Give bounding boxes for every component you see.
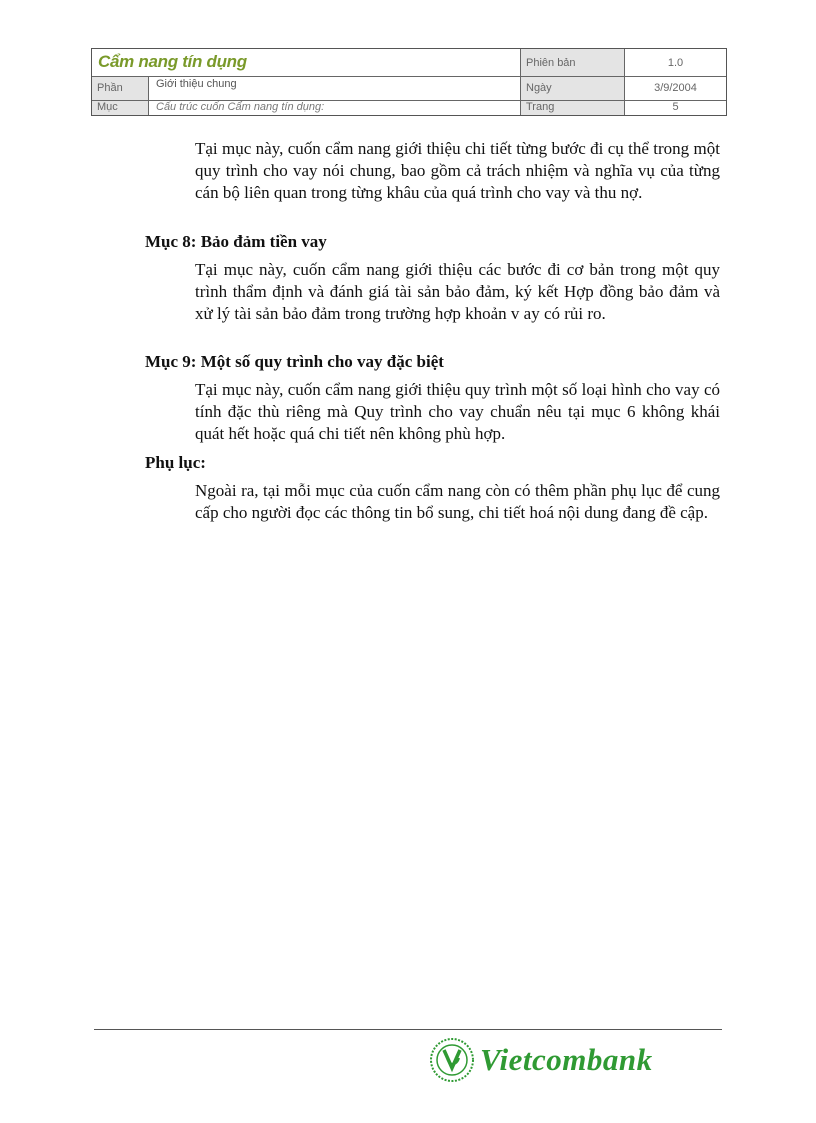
section-label: Mục <box>92 101 148 115</box>
section9-heading: Mục 9: Một số quy trình cho vay đặc biệt <box>145 352 444 371</box>
footer-divider <box>94 1029 722 1030</box>
section-value: Cấu trúc cuốn Cẩm nang tín dụng: <box>156 101 325 113</box>
section9-paragraph: Tại mục này, cuốn cẩm nang giới thiệu quy trình một số loại hình cho vay có tính đặc thù riêng mà Quy trình cho vay chuẩn nêu tại mục 6 không khái quát hết hoặc quá chi tiết nên không phù hợp. <box>195 380 720 443</box>
date-label: Ngày <box>521 77 624 100</box>
version-value: 1.0 <box>667 57 684 69</box>
date-value: 3/9/2004 <box>654 82 697 94</box>
appendix-heading: Phụ lục: <box>145 453 206 472</box>
version-label: Phiên bản <box>521 49 624 76</box>
manual-title: Cẩm nang tín dụng <box>98 52 247 71</box>
section8-paragraph: Tại mục này, cuốn cẩm nang giới thiệu các bước đi cơ bản trong một quy trình thẩm định và đánh giá tài sản bảo đảm, ký kết Hợp đồng bảo đảm và xử lý tài sản bảo đảm trong trường hợp khoản v ay có rủi ro. <box>195 260 720 323</box>
page-value: 5 <box>672 101 679 113</box>
page-label: Trang <box>521 101 624 115</box>
part-value: Giới thiệu chung <box>156 78 237 90</box>
section8-heading: Mục 8: Bảo đảm tiền vay <box>145 232 327 251</box>
intro-paragraph: Tại mục này, cuốn cẩm nang giới thiệu chi tiết từng bước đi cụ thể trong một quy trình cho vay nói chung, bao gồm cả trách nhiệm và nghĩa vụ của từng cán bộ liên quan trong từng khâu của quá trình cho vay và thu nợ. <box>195 139 720 202</box>
appendix-paragraph: Ngoài ra, tại mỗi mục của cuốn cẩm nang còn có thêm phần phụ lục để cung cấp cho người đọc các thông tin bổ sung, chi tiết hoá nội dung đang đề cập. <box>195 481 720 522</box>
vietcombank-emblem-icon <box>431 1039 473 1081</box>
vietcombank-wordmark: Vietcombank <box>480 1042 653 1077</box>
document-header-table <box>91 48 727 116</box>
part-label: Phần <box>92 77 148 100</box>
